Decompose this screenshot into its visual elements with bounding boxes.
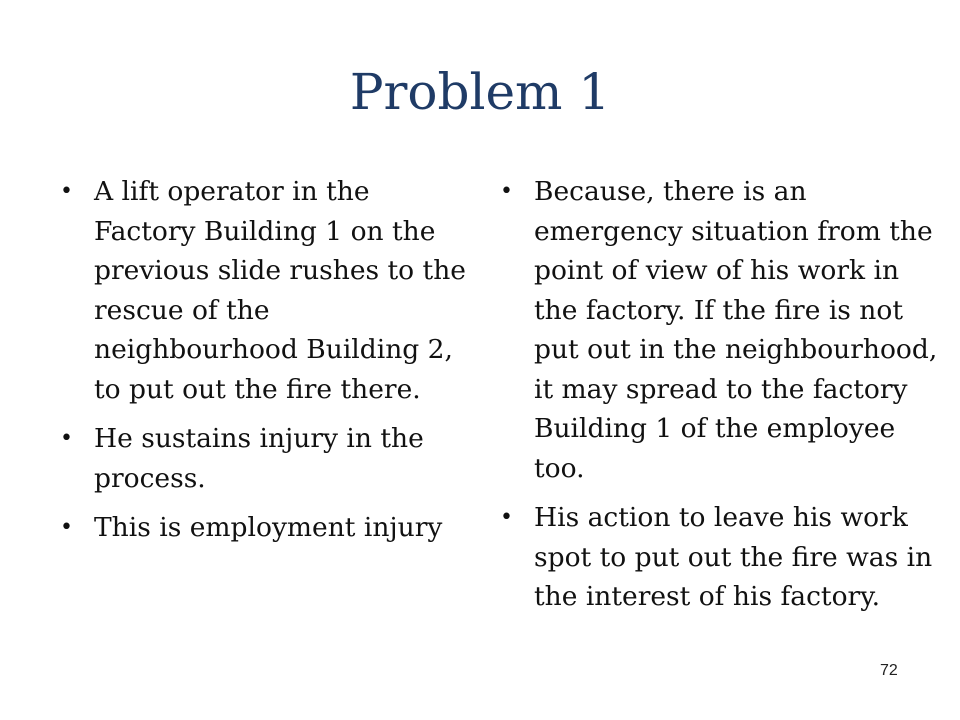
bullet-item [58,172,468,409]
bullet-text: A lift operator in the Factory Building 1 on the previous slide rushes to the rescue of the neighbourhood Building 2, to put out the fire there. [94,176,466,405]
right-bullet-list [498,172,938,627]
bullet-icon: • [60,515,73,540]
bullet-item [498,498,938,617]
page-number: 72 [880,662,898,679]
bullet-text: He sustains injury in the process. [94,423,424,494]
bullet-text: This is employment injury [94,512,443,543]
bullet-text: His action to leave his work spot to put out the fire was in the interest of his factory. [534,502,933,612]
slide-title: Problem 1 [349,63,611,121]
bullet-icon: • [500,179,513,204]
bullet-icon: • [60,426,73,451]
bullet-item [58,419,468,498]
left-bullet-list [58,172,468,558]
bullet-item [498,172,938,488]
bullet-item [58,508,468,548]
bullet-text: Because, there is an emergency situation from the point of view of his work in the factory. If the fire is not put out in the neighbourhood, it may spread to the factory Building 1 of the employee too. [534,176,938,484]
bullet-icon: • [60,179,73,204]
bullet-icon: • [500,505,513,530]
